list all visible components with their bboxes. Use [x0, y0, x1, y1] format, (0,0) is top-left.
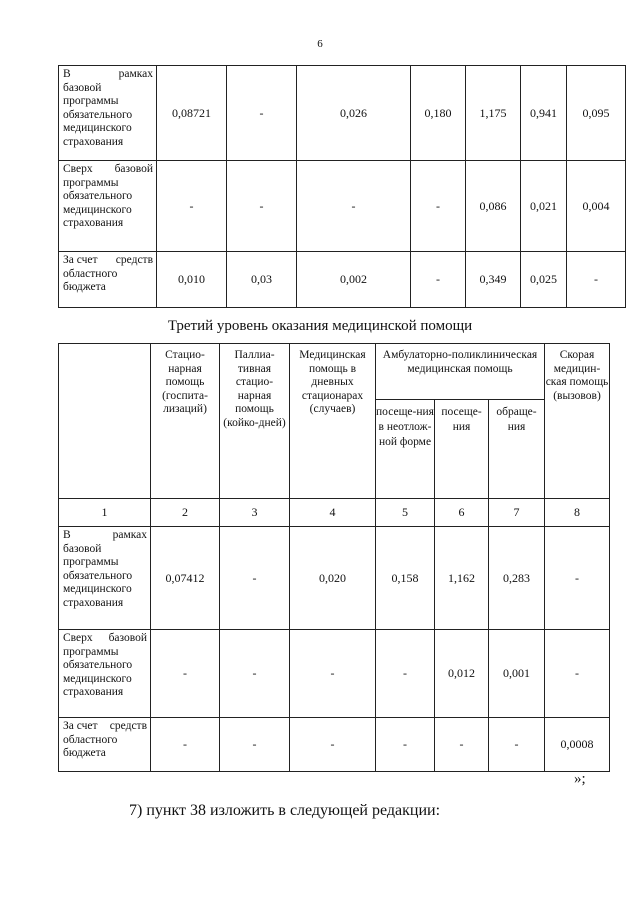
- column-number: 8: [545, 499, 610, 527]
- table-cell: 1,162: [435, 527, 489, 630]
- column-number: 2: [151, 499, 220, 527]
- table-cell: -: [376, 630, 435, 718]
- column-number: 5: [376, 499, 435, 527]
- table-cell: -: [435, 718, 489, 772]
- section-title: Третий уровень оказания медицинской помощи: [167, 318, 473, 334]
- table-row: [59, 527, 610, 630]
- table-cell: 0,941: [521, 66, 567, 161]
- table-cell: 0,021: [521, 161, 567, 252]
- table-continuation: [58, 65, 626, 308]
- table-cell: 0,095: [567, 66, 626, 161]
- table-cell: 0,020: [290, 527, 376, 630]
- row-label: В рамках базовой программы обязательного медицинского страхования: [59, 66, 157, 161]
- table-cell: -: [567, 252, 626, 308]
- closing-quote: »;: [574, 771, 586, 787]
- column-number-row: [59, 499, 610, 527]
- table-cell: 0,002: [297, 252, 411, 308]
- table-cell: 0,025: [521, 252, 567, 308]
- table-row: [59, 252, 626, 308]
- table-cell: -: [411, 252, 466, 308]
- header-ambulatory: Амбулаторно-поликлиническая медицинская помощь: [376, 344, 545, 400]
- amendment-item-7: 7) пункт 38 изложить в следующей редакции:: [129, 802, 441, 819]
- header-row: [59, 344, 610, 400]
- table-cell: -: [545, 630, 610, 718]
- row-label: За счет средств областного бюджета: [59, 718, 151, 772]
- table-cell: -: [290, 630, 376, 718]
- header-inpatient: Стацио-нарная помощь (госпита-лизаций): [151, 344, 220, 499]
- table-cell: -: [151, 718, 220, 772]
- table-cell: -: [545, 527, 610, 630]
- column-number: 4: [290, 499, 376, 527]
- table-cell: 0,0008: [545, 718, 610, 772]
- table-cell: 0,086: [466, 161, 521, 252]
- header-appeals: обраще-ния: [489, 400, 545, 499]
- row-label: В рамках базовой программы обязательного медицинского страхования: [59, 527, 151, 630]
- header-visits: посеще-ния: [435, 400, 489, 499]
- column-number: 6: [435, 499, 489, 527]
- table-cell: -: [297, 161, 411, 252]
- header-urgent-visits: посеще-ния в неотлож-ной форме: [376, 400, 435, 499]
- table-cell: -: [290, 718, 376, 772]
- table-cell: 0,349: [466, 252, 521, 308]
- table-cell: -: [157, 161, 227, 252]
- row-label: Сверх базовой программы обязательного медицинского страхования: [59, 161, 157, 252]
- row-label: За счет средств областного бюджета: [59, 252, 157, 308]
- page-number: 6: [317, 38, 323, 50]
- table-cell: -: [220, 527, 290, 630]
- table-cell: -: [376, 718, 435, 772]
- table-cell: -: [151, 630, 220, 718]
- table-cell: 0,004: [567, 161, 626, 252]
- table-third-level: [58, 343, 610, 772]
- table-cell: 0,03: [227, 252, 297, 308]
- table-cell: 0,158: [376, 527, 435, 630]
- table-cell: -: [220, 718, 290, 772]
- header-day-hospital: Медицинская помощь в дневных стационарах (случаев): [290, 344, 376, 499]
- table-cell: -: [227, 66, 297, 161]
- table-cell: -: [411, 161, 466, 252]
- table-cell: -: [227, 161, 297, 252]
- table-cell: 0,010: [157, 252, 227, 308]
- row-label: Сверх базовой программы обязательного медицинского страхования: [59, 630, 151, 718]
- table-row: [59, 718, 610, 772]
- table-cell: 1,175: [466, 66, 521, 161]
- column-number: 1: [59, 499, 151, 527]
- header-cell-empty: [59, 344, 151, 499]
- table-cell: 0,026: [297, 66, 411, 161]
- table-cell: 0,180: [411, 66, 466, 161]
- table-cell: 0,001: [489, 630, 545, 718]
- table-cell: 0,012: [435, 630, 489, 718]
- table-cell: 0,07412: [151, 527, 220, 630]
- table-cell: 0,283: [489, 527, 545, 630]
- table-row: [59, 630, 610, 718]
- table-cell: 0,08721: [157, 66, 227, 161]
- header-palliative: Паллиа-тивная стацио-нарная помощь (койко-дней): [220, 344, 290, 499]
- column-number: 7: [489, 499, 545, 527]
- table-row: [59, 66, 626, 161]
- column-number: 3: [220, 499, 290, 527]
- table-row: [59, 161, 626, 252]
- header-emergency: Скорая медицин-ская помощь (вызовов): [545, 344, 610, 499]
- table-cell: -: [489, 718, 545, 772]
- table-cell: -: [220, 630, 290, 718]
